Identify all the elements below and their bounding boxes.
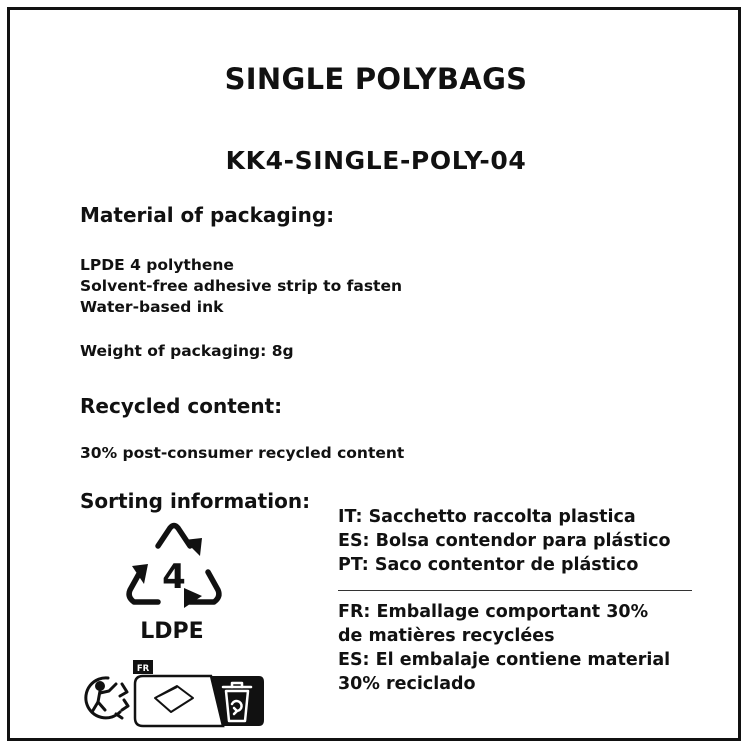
info-tri-banner — [133, 660, 266, 728]
sorting-pt: PT: Saco contentor de plástico — [338, 555, 639, 575]
recycled-fr-line-1: FR: Emballage comportant 30% — [338, 602, 649, 622]
recycle-triangle-icon — [118, 522, 230, 614]
triman-icon — [80, 672, 132, 720]
recycle-number: 4 — [162, 557, 186, 597]
sorting-divider — [338, 590, 692, 591]
recycled-es-line-2: 30% reciclado — [338, 674, 476, 694]
triman-country-label: FR — [136, 664, 150, 674]
recycled-fr-line-2: de matières recyclées — [338, 626, 555, 646]
packaging-weight: Weight of packaging: 8g — [80, 342, 294, 360]
recycled-content-text: 30% post-consumer recycled content — [80, 444, 405, 462]
product-code: KK4-SINGLE-POLY-04 — [225, 146, 527, 175]
page-title: SINGLE POLYBAGS — [224, 62, 528, 96]
material-heading: Material of packaging: — [80, 203, 335, 227]
material-line-2: Solvent-free adhesive strip to fasten — [80, 277, 403, 295]
sorting-heading: Sorting information: — [80, 489, 311, 513]
recycled-heading: Recycled content: — [80, 394, 283, 418]
sorting-es: ES: Bolsa contendor para plástico — [338, 531, 671, 551]
recycle-code-label: LDPE — [140, 619, 204, 644]
sorting-it: IT: Sacchetto raccolta plastica — [338, 507, 636, 527]
recycled-es-line-1: ES: El embalaje contiene material — [338, 650, 671, 670]
material-line-1: LPDE 4 polythene — [80, 256, 234, 274]
material-line-3: Water-based ink — [80, 298, 224, 316]
